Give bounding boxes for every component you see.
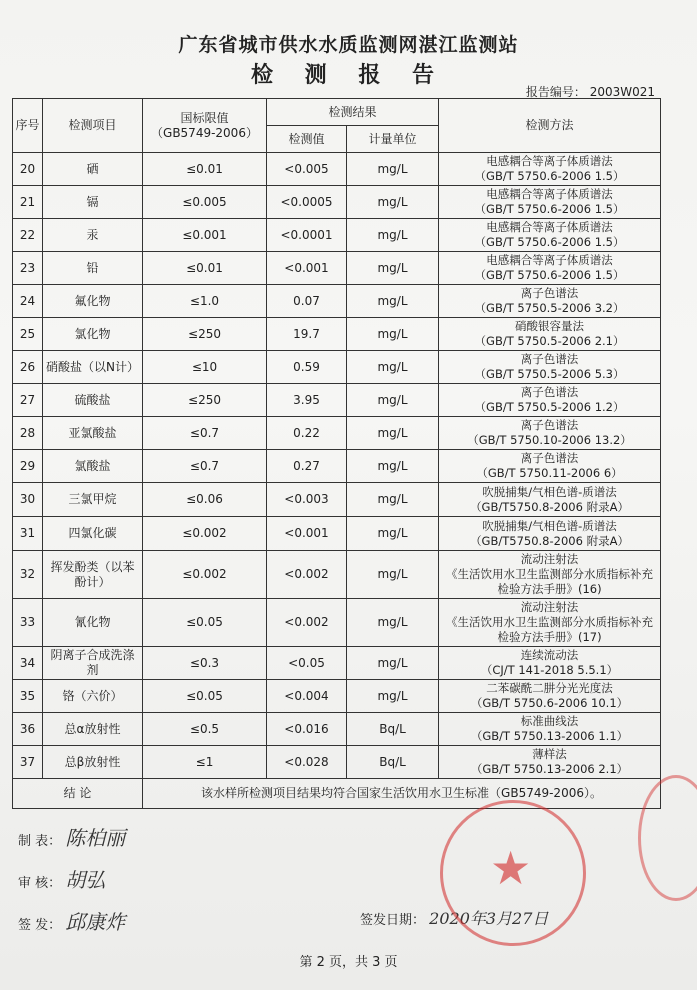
row-unit: mg/L [347, 384, 439, 417]
row-method-name: 流动注射法 [520, 552, 579, 566]
row-method-name: 吹脱捕集/气相色谱-质谱法 [482, 518, 617, 533]
header-unit: 计量单位 [347, 126, 439, 153]
header-no: 序号 [13, 99, 43, 153]
conclusion-label: 结 论 [13, 779, 143, 809]
row-item: 氟化物 [43, 285, 143, 318]
row-item: 汞 [43, 219, 143, 252]
row-method [439, 351, 661, 384]
row-method-name: 电感耦合等离子体质谱法 [486, 187, 613, 201]
table-row [13, 384, 661, 417]
table-row [13, 285, 661, 318]
row-value: 0.27 [267, 450, 347, 483]
row-no: 22 [13, 219, 43, 252]
row-no: 23 [13, 252, 43, 285]
row-limit: ≤250 [143, 384, 267, 417]
row-method-standard: （CJ/T 141-2018 5.5.1） [480, 663, 619, 677]
table-row [13, 318, 661, 351]
row-method-standard: （GB/T 5750.6-2006 1.5） [474, 169, 625, 183]
row-limit: ≤0.005 [143, 186, 267, 219]
row-method [439, 713, 661, 746]
row-no: 29 [13, 450, 43, 483]
row-item: 三氯甲烷 [43, 483, 143, 517]
approved-by [18, 906, 125, 935]
row-no: 37 [13, 746, 43, 779]
row-unit: mg/L [347, 318, 439, 351]
row-no: 25 [13, 318, 43, 351]
row-unit: mg/L [347, 219, 439, 252]
row-method-standard: （GB/T 5750.13-2006 2.1） [470, 762, 629, 776]
row-limit: ≤0.05 [143, 599, 267, 647]
row-no: 21 [13, 186, 43, 219]
row-method-standard: （GB/T 5750.11-2006 6） [476, 466, 623, 480]
row-no: 28 [13, 417, 43, 450]
row-method-name: 连续流动法 [520, 648, 579, 662]
row-method-name: 薄样法 [532, 747, 567, 761]
row-value: <0.004 [267, 680, 347, 713]
row-unit: mg/L [347, 680, 439, 713]
row-method-standard: （GB/T5750.8-2006 附录A） [470, 499, 629, 514]
row-item: 镉 [43, 186, 143, 219]
row-method [439, 186, 661, 219]
row-unit: mg/L [347, 186, 439, 219]
row-limit: ≤1.0 [143, 285, 267, 318]
row-value: 0.07 [267, 285, 347, 318]
report-number-value: 2003W021 [589, 85, 655, 99]
row-value: <0.002 [267, 551, 347, 599]
row-value: <0.0005 [267, 186, 347, 219]
header-limit-line1: 国标限值 [180, 110, 229, 125]
row-method-standard: （GB/T 5750.13-2006 1.1） [470, 729, 629, 743]
row-limit: ≤0.06 [143, 483, 267, 517]
row-item: 四氯化碳 [43, 517, 143, 551]
row-no: 27 [13, 384, 43, 417]
row-item: 阴离子合成洗涤剂 [43, 647, 143, 680]
row-method-name: 流动注射法 [520, 600, 579, 614]
row-no: 31 [13, 517, 43, 551]
row-method-name: 离子色谱法 [520, 286, 579, 300]
row-value: <0.001 [267, 252, 347, 285]
table-row [13, 450, 661, 483]
row-limit: ≤250 [143, 318, 267, 351]
table-row [13, 551, 661, 599]
row-method [439, 647, 661, 680]
row-method-standard: （GB/T 5750.5-2006 1.2） [474, 400, 625, 414]
row-value: <0.002 [267, 599, 347, 647]
row-no: 30 [13, 483, 43, 517]
row-item: 铅 [43, 252, 143, 285]
results-table [12, 98, 661, 809]
row-method-name: 离子色谱法 [520, 418, 579, 432]
report-number-label: 报告编号： [525, 85, 586, 99]
row-unit: mg/L [347, 285, 439, 318]
table-row [13, 680, 661, 713]
row-method [439, 153, 661, 186]
row-method [439, 746, 661, 779]
row-method-name: 离子色谱法 [520, 451, 579, 465]
row-method [439, 517, 661, 551]
row-unit: mg/L [347, 417, 439, 450]
row-limit: ≤0.01 [143, 153, 267, 186]
row-unit: mg/L [347, 450, 439, 483]
prepared-label: 制 表： [18, 834, 62, 849]
row-limit: ≤0.5 [143, 713, 267, 746]
row-value: <0.05 [267, 647, 347, 680]
row-method-name: 离子色谱法 [520, 385, 579, 399]
table-row [13, 713, 661, 746]
row-item: 总β放射性 [43, 746, 143, 779]
row-unit: Bq/L [347, 713, 439, 746]
page-number: 第 2 页，共 3 页 [299, 955, 398, 970]
row-method-standard: （GB/T 5750.5-2006 5.3） [474, 367, 625, 381]
row-limit: ≤0.002 [143, 517, 267, 551]
row-item: 氯化物 [43, 318, 143, 351]
row-no: 20 [13, 153, 43, 186]
row-method-name: 二苯碳酰二肼分光光度法 [486, 681, 613, 695]
header-limit [143, 99, 267, 153]
row-unit: mg/L [347, 351, 439, 384]
row-method [439, 219, 661, 252]
row-item: 硫酸盐 [43, 384, 143, 417]
row-unit: mg/L [347, 483, 439, 517]
row-unit: mg/L [347, 252, 439, 285]
table-row [13, 153, 661, 186]
row-value: <0.0001 [267, 219, 347, 252]
row-value: 19.7 [267, 318, 347, 351]
reviewed-signature: 胡弘 [65, 868, 106, 892]
row-item: 总α放射性 [43, 713, 143, 746]
report-title: 检 测 报 告 [251, 63, 446, 88]
row-item: 硒 [43, 153, 143, 186]
header-value: 检测值 [267, 126, 347, 153]
row-no: 32 [13, 551, 43, 599]
row-method-name: 电感耦合等离子体质谱法 [486, 154, 613, 168]
table-row [13, 351, 661, 384]
table-row [13, 517, 661, 551]
row-limit: ≤1 [143, 746, 267, 779]
row-item: 氯酸盐 [43, 450, 143, 483]
row-value: 0.22 [267, 417, 347, 450]
row-limit: ≤0.7 [143, 450, 267, 483]
row-limit: ≤0.3 [143, 647, 267, 680]
row-method [439, 680, 661, 713]
official-seal [440, 800, 586, 946]
table-row [13, 746, 661, 779]
row-item: 亚氯酸盐 [43, 417, 143, 450]
row-method-standard: （GB/T 5750.6-2006 1.5） [474, 202, 625, 216]
row-no: 34 [13, 647, 43, 680]
header-result: 检测结果 [267, 99, 439, 126]
table-row [13, 219, 661, 252]
row-unit: mg/L [347, 517, 439, 551]
row-unit: mg/L [347, 647, 439, 680]
conclusion-text: 该水样所检测项目结果均符合国家生活饮用水卫生标准（GB5749-2006）。 [143, 779, 661, 809]
table-row [13, 483, 661, 517]
row-limit: ≤0.001 [143, 219, 267, 252]
row-unit: mg/L [347, 599, 439, 647]
row-value: <0.001 [267, 517, 347, 551]
row-method-name: 电感耦合等离子体质谱法 [486, 220, 613, 234]
row-method [439, 599, 661, 647]
table-row [13, 186, 661, 219]
row-item: 挥发酚类（以苯酚计） [43, 551, 143, 599]
row-no: 24 [13, 285, 43, 318]
row-method [439, 252, 661, 285]
row-method [439, 384, 661, 417]
row-method-standard: （GB/T 5750.10-2006 13.2） [467, 433, 632, 447]
row-limit: ≤0.002 [143, 551, 267, 599]
row-item: 氰化物 [43, 599, 143, 647]
row-method-standard: （GB/T 5750.6-2006 1.5） [474, 268, 625, 282]
row-method-standard: 《生活饮用水卫生监测部分水质指标补充检验方法手册》(17) [446, 615, 654, 644]
results-body [13, 153, 661, 779]
row-unit: mg/L [347, 153, 439, 186]
row-limit: ≤0.7 [143, 417, 267, 450]
row-method-name: 标准曲线法 [520, 714, 579, 728]
row-method-name: 电感耦合等离子体质谱法 [486, 253, 613, 267]
row-method-standard: （GB/T 5750.6-2006 10.1） [470, 696, 629, 710]
table-row [13, 599, 661, 647]
row-method [439, 285, 661, 318]
seal-star-icon: ★ [490, 841, 532, 895]
row-method [439, 450, 661, 483]
table-row [13, 647, 661, 680]
row-method-standard: （GB/T 5750.5-2006 3.2） [474, 301, 625, 315]
row-method-name: 离子色谱法 [520, 352, 579, 366]
row-no: 36 [13, 713, 43, 746]
row-limit: ≤0.01 [143, 252, 267, 285]
header-item: 检测项目 [43, 99, 143, 153]
row-limit: ≤10 [143, 351, 267, 384]
row-method [439, 318, 661, 351]
row-method [439, 483, 661, 517]
table-row [13, 417, 661, 450]
row-method-standard: （GB/T5750.8-2006 附录A） [470, 533, 629, 548]
reviewed-by [18, 864, 105, 893]
row-value: <0.016 [267, 713, 347, 746]
table-row [13, 252, 661, 285]
row-value: <0.003 [267, 483, 347, 517]
row-value: <0.028 [267, 746, 347, 779]
row-value: 0.59 [267, 351, 347, 384]
row-item: 硝酸盐（以N计） [43, 351, 143, 384]
row-method-name: 吹脱捕集/气相色谱-质谱法 [482, 484, 617, 499]
approved-signature: 邱康炸 [65, 910, 126, 934]
row-unit: Bq/L [347, 746, 439, 779]
row-value: <0.005 [267, 153, 347, 186]
row-limit: ≤0.05 [143, 680, 267, 713]
row-method [439, 551, 661, 599]
row-method-name: 硝酸银容量法 [515, 319, 585, 333]
prepared-signature: 陈柏丽 [65, 826, 126, 850]
issue-date-label: 签发日期： [360, 913, 426, 928]
row-no: 33 [13, 599, 43, 647]
row-method [439, 417, 661, 450]
station-title: 广东省城市供水水质监测网湛江监测站 [178, 34, 519, 56]
header-limit-line2: （GB5749-2006） [151, 125, 258, 140]
reviewed-label: 审 核： [18, 876, 62, 891]
row-method-standard: （GB/T 5750.5-2006 2.1） [474, 334, 625, 348]
row-no: 26 [13, 351, 43, 384]
row-unit: mg/L [347, 551, 439, 599]
approved-label: 签 发： [18, 918, 62, 933]
row-item: 铬（六价） [43, 680, 143, 713]
row-value: 3.95 [267, 384, 347, 417]
issue-date-value: 2020年3月27日 [429, 909, 549, 928]
row-no: 35 [13, 680, 43, 713]
row-method-standard: 《生活饮用水卫生监测部分水质指标补充检验方法手册》(16) [446, 567, 654, 596]
header-method: 检测方法 [439, 99, 661, 153]
row-method-standard: （GB/T 5750.6-2006 1.5） [474, 235, 625, 249]
prepared-by [18, 822, 125, 851]
